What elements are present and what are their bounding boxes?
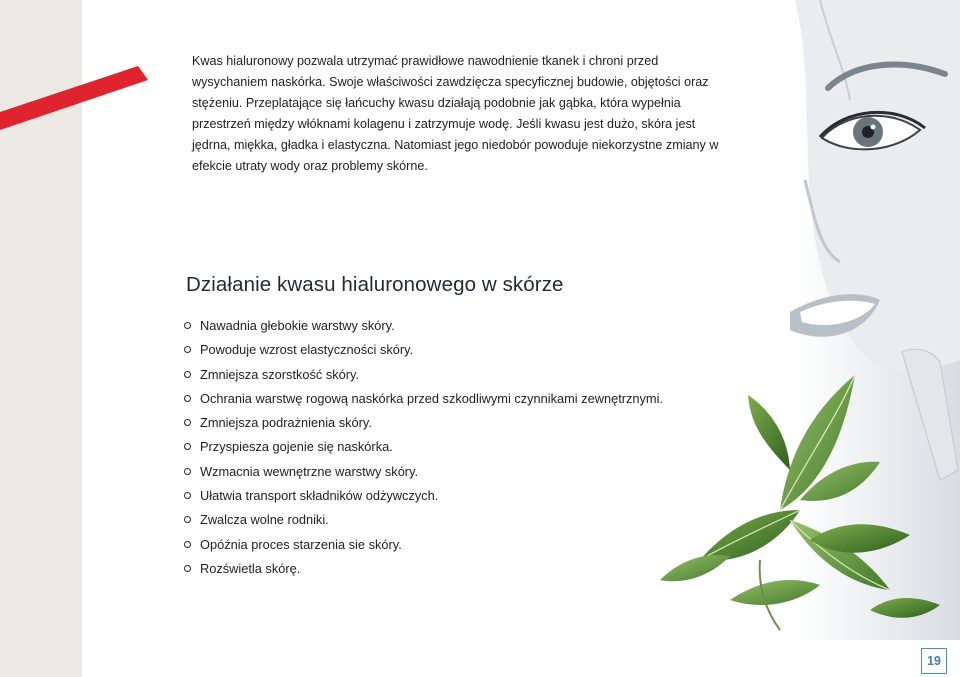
- benefits-list: [184, 316, 663, 583]
- list-item: [184, 340, 663, 364]
- bullet-circle-icon: [184, 371, 191, 378]
- left-decorative-band: [0, 0, 82, 677]
- list-item: [184, 535, 663, 559]
- list-item-text: Ułatwia transport składników odżywczych.: [200, 488, 439, 504]
- list-item: [184, 389, 663, 413]
- list-item: [184, 486, 663, 510]
- list-item-text: Rozświetla skórę.: [200, 560, 301, 576]
- list-item: [184, 510, 663, 534]
- list-item-text: Przyspiesza gojenie się naskórka.: [200, 439, 393, 455]
- list-item: [184, 437, 663, 461]
- bullet-circle-icon: [184, 443, 191, 450]
- list-item-text: Zwalcza wolne rodniki.: [200, 512, 329, 528]
- bullet-circle-icon: [184, 322, 191, 329]
- list-item: [184, 316, 663, 340]
- bullet-circle-icon: [184, 395, 191, 402]
- list-item-text: Zmniejsza szorstkość skóry.: [200, 366, 360, 382]
- list-item-text: Ochrania warstwę rogową naskórka przed szkodliwymi czynnikami zewnętrznymi.: [200, 390, 663, 406]
- bullet-circle-icon: [184, 468, 191, 475]
- bullet-circle-icon: [184, 565, 191, 572]
- face-and-leaves-photo: [640, 0, 960, 640]
- intro-paragraph: Kwas hialuronowy pozwala utrzymać prawidłowe nawodnienie tkanek i chroni przed wysychaniem naskórka. Swoje właściwości zawdzięcza specyficznej budowie, objętości oraz stężeniu. Przeplatające się łańcuchy kwasu działają podobnie jak gąbka, która wypełnia przestrzeń między włóknami kolagenu i zatrzymuje wodę. Jeśli kwasu jest dużo, skóra jest jędrna, miękka, gładka i elastyczna. Natomiast jego niedobór powoduje niekorzystne zmiany w efekcie utraty wody oraz problemy skórne.: [192, 54, 719, 173]
- bullet-circle-icon: [184, 346, 191, 353]
- list-item-text: Opóźnia proces starzenia sie skóry.: [200, 536, 402, 552]
- list-item-text: Zmniejsza podrażnienia skóry.: [200, 415, 372, 431]
- bullet-circle-icon: [184, 492, 191, 499]
- list-item: [184, 462, 663, 486]
- list-item-text: Powoduje wzrost elastyczności skóry.: [200, 342, 414, 358]
- page-number: 19: [921, 648, 947, 674]
- list-item-text: Nawadnia głebokie warstwy skóry.: [200, 318, 395, 333]
- bullet-circle-icon: [184, 516, 191, 523]
- list-item: [184, 559, 663, 583]
- section-title: Działanie kwasu hialuronowego w skórze: [186, 273, 564, 296]
- list-item: [184, 413, 663, 437]
- bullet-circle-icon: [184, 419, 191, 426]
- list-item-text: Wzmacnia wewnętrzne warstwy skóry.: [200, 463, 419, 479]
- bullet-circle-icon: [184, 541, 191, 548]
- list-item: [184, 365, 663, 389]
